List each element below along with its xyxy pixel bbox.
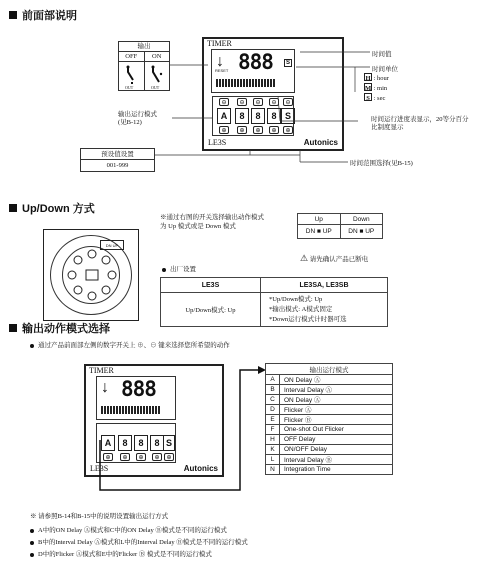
section3-intro-text: 通过产品前面部左侧的数字开关上 ⊕、⊖ 键来选择您所希望的动作 xyxy=(38,342,230,349)
digit2-switch-3[interactable]: 8 xyxy=(150,435,164,451)
plus-key-5[interactable]: ⊕ xyxy=(283,126,293,134)
mode-key: B xyxy=(266,385,280,395)
bullet-icon xyxy=(162,268,166,272)
mode-digit-switch[interactable]: A xyxy=(101,435,115,451)
mode-row xyxy=(266,375,393,385)
square-bullet-icon xyxy=(9,204,17,212)
mode-value: Flicker Ⓐ xyxy=(280,405,393,415)
section2-title-text: Up/Down 方式 xyxy=(22,203,95,215)
minus-key-5[interactable]: ⊖ xyxy=(283,98,293,106)
bullet-text-3: D中的Flicker Ⓐ模式和E中的Flicker Ⓑ 模式是不同的运行模式 xyxy=(38,551,212,558)
unit-m-text: : min xyxy=(373,85,388,92)
bullet-icon xyxy=(30,529,34,533)
unit-s-text: : sec xyxy=(373,95,386,102)
square-bullet-icon xyxy=(9,324,17,332)
mode-value: Interval Delay Ⓐ xyxy=(280,385,393,395)
section1-leader-lines xyxy=(0,0,484,200)
section3-intro xyxy=(30,340,230,349)
relay-state-icon: ↓ xyxy=(216,53,224,70)
section2-title xyxy=(9,200,95,216)
plus2-key-1[interactable]: ⊕ xyxy=(103,453,113,461)
minus-key-2[interactable]: ⊖ xyxy=(237,98,247,106)
digit-switch-mode[interactable]: A xyxy=(217,108,231,124)
bullet-icon xyxy=(30,344,34,348)
device2-brand: Autonics xyxy=(183,464,218,473)
unit-m-box: M xyxy=(365,85,372,92)
mode-key: F xyxy=(266,425,280,435)
plus2-key-2[interactable]: ⊕ xyxy=(120,453,130,461)
mode-row xyxy=(266,435,393,445)
mode-key: E xyxy=(266,415,280,425)
digit2-switch-2[interactable]: 8 xyxy=(134,435,148,451)
factory-header-le3s: LE3S xyxy=(161,278,261,293)
digit-switch-3[interactable]: 8 xyxy=(267,108,281,124)
device-brand: Autonics xyxy=(303,138,338,147)
switch-table xyxy=(297,213,383,239)
section1-title-text: 前面部说明 xyxy=(22,10,77,22)
mode-table xyxy=(265,363,393,475)
plus-key-1[interactable]: ⊕ xyxy=(219,126,229,134)
relay-state-icon: ↓ xyxy=(101,379,109,396)
mode-value: Interval Delay Ⓑ xyxy=(280,455,393,465)
output-off-label: OFF xyxy=(119,52,145,61)
preset-box xyxy=(80,148,155,172)
minus-key-4[interactable]: ⊖ xyxy=(269,98,279,106)
section3-footnote: ※ 请参照B-14和B-15中的说明设置输出运行方式 xyxy=(30,513,169,520)
plus-key-2[interactable]: ⊕ xyxy=(237,126,247,134)
digit-switch-2[interactable]: 8 xyxy=(251,108,265,124)
mode-key: H xyxy=(266,435,280,445)
factory-le3sa-line1: *Up/Down模式: Up xyxy=(269,295,323,303)
mode-key: N xyxy=(266,465,280,475)
out-tag-on: OUT xyxy=(151,85,160,90)
factory-le3s-value: Up/Down模式: Up xyxy=(161,293,261,327)
switch-cell-up: DN ■ UP xyxy=(298,225,341,239)
mode-row xyxy=(266,405,393,415)
mode-value: ON/OFF Delay xyxy=(280,445,393,455)
mode-row xyxy=(266,415,393,425)
digit2-switch-1[interactable]: 8 xyxy=(118,435,132,451)
callout-time-value: 时间值 xyxy=(372,51,392,58)
lcd2-digits: 888 xyxy=(121,377,156,401)
mode-value: Integration Time xyxy=(280,465,393,475)
mode-row xyxy=(266,465,393,475)
lcd-digits: 888 xyxy=(238,50,273,74)
device-model: LE3S xyxy=(208,138,227,147)
mode-value: ON Delay Ⓐ xyxy=(280,395,393,405)
output-on-label: ON xyxy=(152,53,162,60)
device2-brand-top: TIMER xyxy=(89,366,114,375)
factory-table xyxy=(160,277,388,327)
minus-key-3[interactable]: ⊖ xyxy=(253,98,263,106)
device2-model: LE3S xyxy=(90,464,109,473)
mode-value: One-shot Out Flicker xyxy=(280,425,393,435)
mode-value: ON Delay Ⓐ xyxy=(280,375,393,385)
callout-time-unit: 时间单位 xyxy=(372,66,398,73)
unit-s-box: S xyxy=(364,93,372,101)
callout-mode: 输出运行模式 (见B-12) xyxy=(118,111,157,126)
mode-key: C xyxy=(266,395,280,405)
factory-header-le3sa: LE3SA, LE3SB xyxy=(261,278,388,293)
mode-key: L xyxy=(266,455,280,465)
mode-value: OFF Delay xyxy=(280,435,393,445)
bullet-text-1: A中的ON Delay Ⓐ模式和C中的ON Delay Ⓑ模式是不同的运行模式 xyxy=(38,527,227,534)
bullet-text-2: B中的Interval Delay Ⓐ模式和L中的Interval Delay Ⓑ模式是不同的运行模式 xyxy=(38,539,248,546)
section2-note: ※通过右图的开关选择输出动作模式 为 Up 模式或是 Down 模式 xyxy=(160,214,264,230)
mode-key: K xyxy=(266,445,280,455)
mode-row xyxy=(266,445,393,455)
out-tag-off: OUT xyxy=(125,85,134,90)
factory-le3sa-line2: *输出模式: A模式固定 xyxy=(269,305,333,313)
power-warning-text: 请先确认产品已断电 xyxy=(309,256,369,263)
callout-range: 时间范围选择(见B-15) xyxy=(350,160,413,167)
rear-dip-switch[interactable]: DN UP xyxy=(100,240,124,250)
bullet-icon xyxy=(30,541,34,545)
preset-value: 001-999 xyxy=(80,160,155,172)
mode-table-header: 输出运行模式 xyxy=(266,364,393,375)
mode-row xyxy=(266,395,393,405)
minus-key-1[interactable]: ⊖ xyxy=(219,98,229,106)
digit-switch-1[interactable]: 8 xyxy=(235,108,249,124)
lcd-unit-s: S xyxy=(285,60,290,66)
factory-setting-text: 出厂设置 xyxy=(170,266,196,273)
plus2-key-5[interactable]: ⊕ xyxy=(164,453,174,461)
bullet-icon xyxy=(30,553,34,557)
factory-le3sa-line3: *Down运行模式计时器可选 xyxy=(269,315,347,323)
callout-progress: 时间运行进度表显示，20等分百分比制度显示 xyxy=(371,116,469,131)
unit-h-text: : hour xyxy=(373,75,389,82)
mode-key: A xyxy=(266,375,280,385)
plus-key-4[interactable]: ⊕ xyxy=(269,126,279,134)
digit-switch-range[interactable]: S xyxy=(281,108,295,124)
preset-header: 预设值设置 xyxy=(80,148,155,160)
mode-row xyxy=(266,385,393,395)
mode-row xyxy=(266,425,393,435)
factory-setting xyxy=(162,264,196,273)
lcd-reset-label: RESET xyxy=(215,68,229,73)
mode-arrow xyxy=(0,350,484,510)
plus2-key-4[interactable]: ⊕ xyxy=(152,453,162,461)
section3-title-text: 输出动作模式选择 xyxy=(22,323,110,335)
mode-value: Flicker Ⓑ xyxy=(280,415,393,425)
switch-header-down: Down xyxy=(340,214,383,225)
digit2-switch-range[interactable]: S xyxy=(163,435,175,451)
warning-icon: ⚠ xyxy=(300,253,309,263)
section3-bullets xyxy=(30,525,248,561)
mode-row xyxy=(266,455,393,465)
output-header: 输出 xyxy=(119,42,169,52)
section3-title xyxy=(9,320,110,336)
unit-h-box: H xyxy=(365,75,371,82)
mode-key: D xyxy=(266,405,280,415)
rear-panel-drawing xyxy=(43,229,139,321)
power-warning xyxy=(300,253,368,264)
switch-header-up: Up xyxy=(298,214,341,225)
device-brand-top: TIMER xyxy=(207,39,232,48)
switch-cell-down: DN ■ UP xyxy=(340,225,383,239)
plus-key-3[interactable]: ⊕ xyxy=(253,126,263,134)
plus2-key-3[interactable]: ⊕ xyxy=(136,453,146,461)
